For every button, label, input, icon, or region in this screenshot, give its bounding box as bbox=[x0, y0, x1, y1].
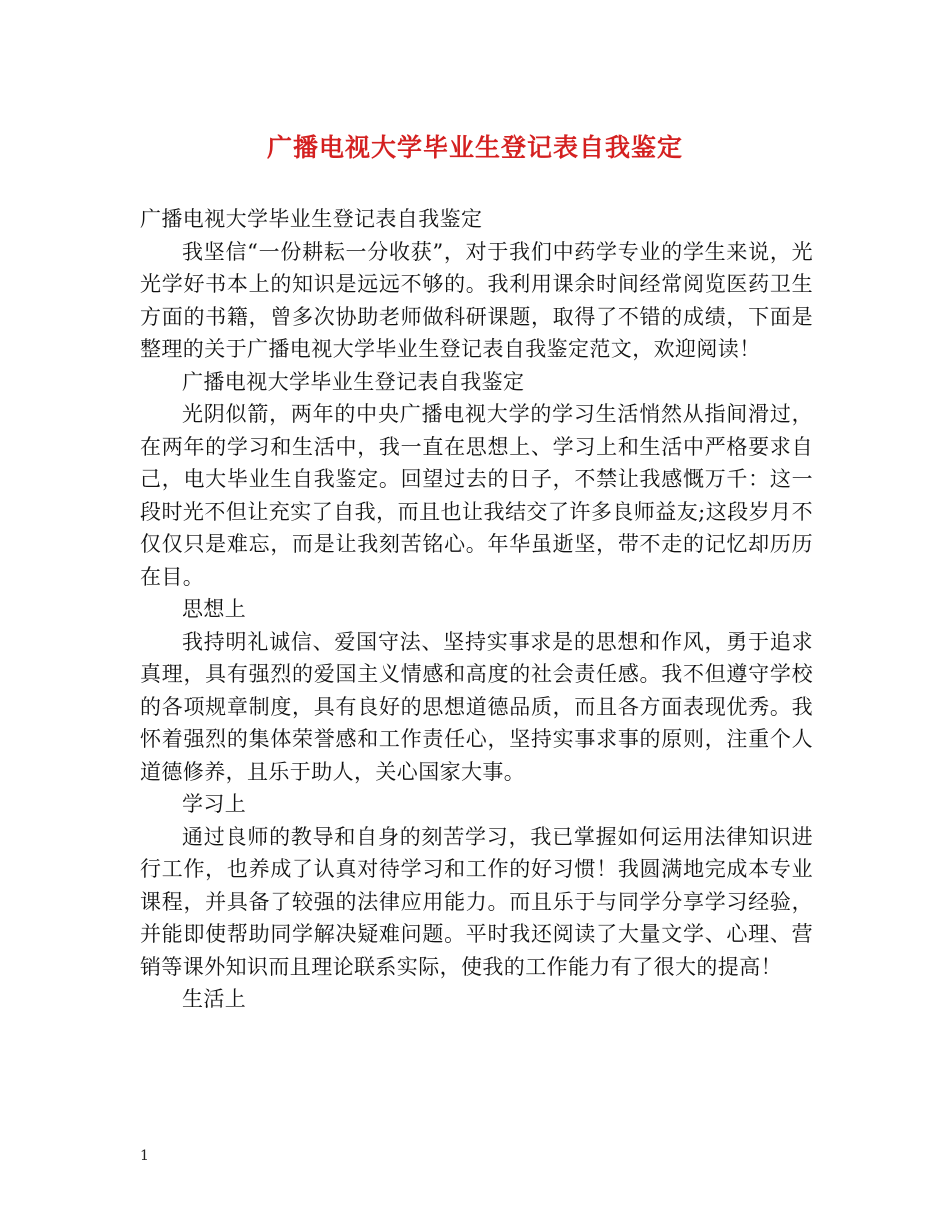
subtitle-paragraph: 广播电视大学毕业生登记表自我鉴定 bbox=[140, 207, 483, 231]
section-heading-repeat: 广播电视大学毕业生登记表自我鉴定 bbox=[182, 369, 525, 394]
intro-paragraph: 我坚信“一份耕耘一分收获”，对于我们中药学专业的学生来说，光光学好书本上的知识是远远不够的。我利用课余时间经常阅览医药卫生方面的书籍，曾多次协助老师做科研课题，取得了不错的成绩，下面是整理的关于广播电视大学毕业生登记表自我鉴定范文，欢迎阅读！ bbox=[140, 239, 813, 361]
document-title: 广播电视大学毕业生登记表自我鉴定 bbox=[266, 133, 683, 162]
section-heading-ideology: 思想上 bbox=[182, 597, 247, 621]
study-paragraph: 通过良师的教导和自身的刻苦学习，我已掌握如何运用法律知识进行工作，也养成了认真对待学习和工作的好习惯！我圆满地完成本专业课程，并具备了较强的法律应用能力。而且乐于与同学分享学习经验，并能即使帮助同学解决疑难问题。平时我还阅读了大量文学、心理、营销等课外知识而且理论联系实际，使我的工作能力有了很大的提高！ bbox=[140, 824, 813, 979]
page-number: 1 bbox=[140, 1148, 149, 1164]
document-body bbox=[140, 203, 813, 1016]
ideology-paragraph: 我持明礼诚信、爱国守法、坚持实事求是的思想和作风，勇于追求真理，具有强烈的爱国主义情感和高度的社会责任感。我不但遵守学校的各项规章制度，具有良好的思想道德品质，而且各方面表现优秀。我怀着强烈的集体荣誉感和工作责任心，坚持实事求事的原则，注重个人道德修养，且乐于助人，关心国家大事。 bbox=[140, 629, 813, 784]
section-heading-life: 生活上 bbox=[182, 987, 247, 1011]
summary-paragraph: 光阴似箭，两年的中央广播电视大学的学习生活悄然从指间滑过，在两年的学习和生活中，我一直在思想上、学习上和生活中严格要求自己，电大毕业生自我鉴定。回望过去的日子，不禁让我感慨万千：这一段时光不但让充实了自我，而且也让我结交了许多良师益友;这段岁月不仅仅只是难忘，而是让我刻苦铭心。年华虽逝坚，带不走的记忆却历历在目。 bbox=[140, 402, 813, 589]
section-heading-study: 学习上 bbox=[182, 792, 247, 816]
